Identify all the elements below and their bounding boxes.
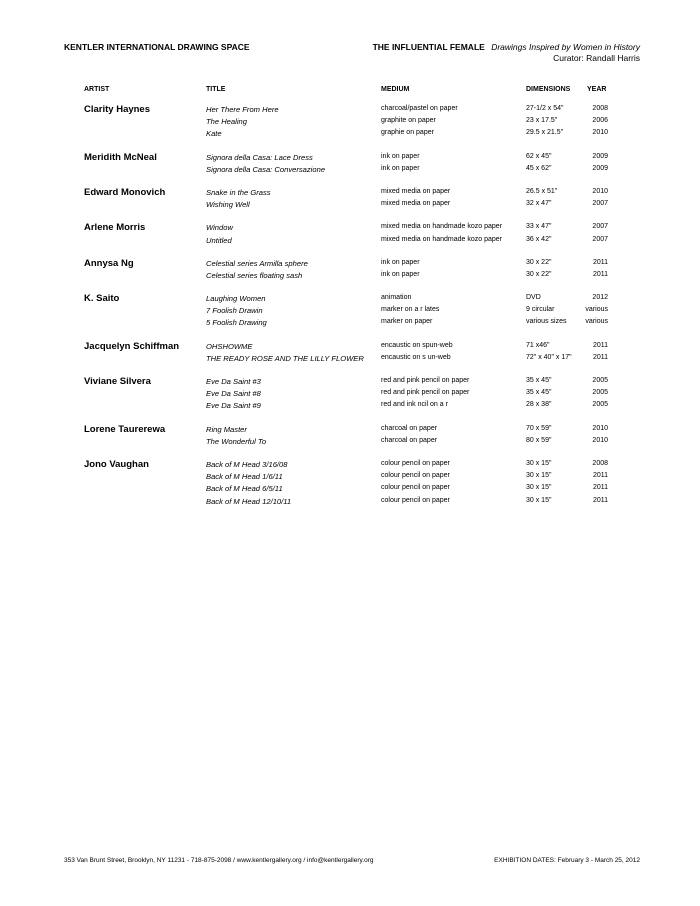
artwork-medium: colour pencil on paper xyxy=(381,459,450,467)
artwork-row xyxy=(0,483,700,495)
artist-name: Edward Monovich xyxy=(84,186,166,198)
curator: Curator: Randall Harris xyxy=(553,53,640,63)
artwork-title: Back of M Head 6/5/11 xyxy=(206,484,283,494)
artwork-dimensions: 62 x 45" xyxy=(526,152,552,160)
artwork-title: Untitled xyxy=(206,235,232,245)
artwork-medium: colour pencil on paper xyxy=(381,484,450,492)
artwork-dimensions: 45 x 62" xyxy=(526,164,552,172)
artwork-dimensions: 36 x 42" xyxy=(526,235,552,243)
artwork-row xyxy=(0,496,700,508)
artwork-row xyxy=(0,317,700,329)
artwork-year: 2007 xyxy=(592,235,608,243)
artwork-dimensions: 35 x 45" xyxy=(526,389,552,397)
artwork-year: 2011 xyxy=(592,496,608,504)
artwork-title: Kate xyxy=(206,129,222,139)
artwork-medium: marker on paper xyxy=(381,318,433,326)
artwork-row xyxy=(0,376,700,388)
artwork-medium: mixed media on handmade kozo paper xyxy=(381,223,503,231)
artwork-row xyxy=(0,305,700,317)
artwork-medium: ink on paper xyxy=(381,152,420,160)
artwork-year: 2005 xyxy=(592,389,608,397)
artwork-dimensions: DVD xyxy=(526,294,541,302)
artwork-row xyxy=(0,436,700,448)
artwork-medium: mixed media on handmade kozo paper xyxy=(381,235,503,243)
gallery-address: 353 Van Brunt Street, Brooklyn, NY 11231 - 718-875-2098 / www.kentlergallery.org / info@kentlergallery.org xyxy=(64,857,374,864)
exhibition-header xyxy=(373,42,640,64)
artwork-row xyxy=(0,164,700,176)
artwork-medium: red and ink ncil on a r xyxy=(381,401,448,409)
artist-entry xyxy=(0,258,700,282)
artwork-dimensions: 29.5 x 21.5" xyxy=(526,129,564,137)
artwork-dimensions: 70 x 59" xyxy=(526,424,552,432)
artwork-row xyxy=(0,152,700,164)
column-header-year: YEAR xyxy=(587,86,607,93)
artwork-year: 2008 xyxy=(592,459,608,467)
artwork-dimensions: 80 x 59" xyxy=(526,436,552,444)
artwork-medium: charcoal/pastel on paper xyxy=(381,105,458,112)
artist-name: Jono Vaughan xyxy=(84,458,149,470)
artwork-year: 2011 xyxy=(592,258,608,266)
venue-name: KENTLER INTERNATIONAL DRAWING SPACE xyxy=(64,42,250,52)
artist-entry xyxy=(0,152,700,176)
artwork-dimensions: 30 x 15" xyxy=(526,496,552,504)
artwork-dimensions: 30 x 22" xyxy=(526,270,552,278)
exhibition-subtitle: Drawings Inspired by Women in History xyxy=(491,42,640,52)
artwork-year: 2010 xyxy=(592,187,608,195)
artwork-row xyxy=(0,270,700,282)
artist-entry xyxy=(0,376,700,413)
exhibition-dates: EXHIBITION DATES: February 3 - March 25, 2012 xyxy=(494,857,640,864)
artwork-dimensions: 33 x 47" xyxy=(526,223,552,231)
artwork-title: Back of M Head 1/6/11 xyxy=(206,472,283,482)
artwork-year: 2011 xyxy=(592,353,608,361)
artwork-dimensions: 30 x 15" xyxy=(526,484,552,492)
artwork-medium: red and pink pencil on paper xyxy=(381,389,470,397)
artwork-title: Window xyxy=(206,223,233,233)
artwork-title: Eve Da Saint #9 xyxy=(206,401,261,411)
artwork-medium: graphite on paper xyxy=(381,117,436,125)
artwork-title: Signora della Casa: Conversazione xyxy=(206,164,326,174)
artwork-dimensions: 28 x 38" xyxy=(526,401,552,409)
artwork-title: Eve Da Saint #8 xyxy=(206,389,261,399)
artwork-title: Celestial series Armilla sphere xyxy=(206,258,308,268)
artwork-dimensions: 27-1/2 x 54" xyxy=(526,105,564,112)
artist-name: Viviane Silvera xyxy=(84,376,151,387)
artwork-year: 2009 xyxy=(592,164,608,172)
artwork-row xyxy=(0,388,700,400)
column-header-title: TITLE xyxy=(206,86,226,93)
artwork-row xyxy=(0,199,700,211)
artwork-row xyxy=(0,258,700,270)
artwork-title: Eve Da Saint #3 xyxy=(206,377,261,386)
artwork-title: Laughing Women xyxy=(206,294,266,304)
artwork-row xyxy=(0,128,700,140)
artwork-year: 2007 xyxy=(592,200,608,208)
artwork-title: Celestial series floating sash xyxy=(206,270,303,280)
artwork-year: 2007 xyxy=(592,223,608,231)
artwork-dimensions: 72" x 40" x 17" xyxy=(526,353,572,361)
artwork-title: OHSHOWME xyxy=(206,341,253,351)
artwork-year: 2011 xyxy=(592,341,608,349)
artwork-medium: ink on paper xyxy=(381,270,420,278)
artwork-dimensions: 30 x 15" xyxy=(526,472,552,480)
artwork-medium: encaustic on s un-web xyxy=(381,353,451,361)
artwork-dimensions: 9 circular xyxy=(526,306,555,314)
artwork-year: 2008 xyxy=(592,105,608,112)
artwork-dimensions: 30 x 15" xyxy=(526,459,552,467)
artwork-dimensions: 26.5 x 51" xyxy=(526,187,558,195)
artwork-year: various xyxy=(585,318,608,326)
artist-name: K. Saito xyxy=(84,293,120,305)
artwork-year: 2009 xyxy=(592,152,608,160)
artist-name: Meridith McNeal xyxy=(84,151,157,163)
artwork-title: Back of M Head 12/10/11 xyxy=(206,496,292,506)
artist-name: Arlene Morris xyxy=(84,222,146,234)
artwork-dimensions: 30 x 22" xyxy=(526,258,552,266)
artwork-row xyxy=(0,293,700,305)
artwork-row xyxy=(0,116,700,128)
artwork-title: The Wonderful To xyxy=(206,436,267,446)
artwork-medium: red and pink pencil on paper xyxy=(381,377,470,384)
artwork-dimensions: 32 x 47" xyxy=(526,200,552,208)
artwork-year: 2010 xyxy=(592,129,608,137)
artwork-row xyxy=(0,222,700,234)
artwork-medium: charcoal on paper xyxy=(381,436,438,444)
artist-name: Clarity Haynes xyxy=(84,104,151,115)
exhibition-title: THE INFLUENTIAL FEMALE xyxy=(372,42,485,52)
artwork-medium: mixed media on paper xyxy=(381,187,451,195)
artwork-row xyxy=(0,187,700,199)
artwork-row xyxy=(0,459,700,471)
artwork-title: Signora della Casa: Lace Dress xyxy=(206,152,313,162)
artist-entry xyxy=(0,187,700,211)
artist-entry xyxy=(0,341,700,365)
artwork-year: 2011 xyxy=(592,270,608,278)
artwork-dimensions: various sizes xyxy=(526,318,567,326)
artwork-year: 2005 xyxy=(592,401,608,409)
artist-name: Annysa Ng xyxy=(84,257,134,269)
artwork-title: Wishing Well xyxy=(206,200,250,210)
artwork-title: 7 Foolish Drawin xyxy=(206,306,263,316)
artist-entry xyxy=(0,104,700,141)
artwork-medium: charcoal on paper xyxy=(381,424,438,432)
artwork-medium: mixed media on paper xyxy=(381,200,451,208)
artwork-year: 2006 xyxy=(592,117,608,125)
artwork-medium: colour pencil on paper xyxy=(381,472,450,480)
artwork-row xyxy=(0,235,700,247)
column-header-medium: MEDIUM xyxy=(381,86,410,93)
artwork-row xyxy=(0,471,700,483)
artwork-title: Back of M Head 3/16/08 xyxy=(206,459,288,469)
artwork-year: 2010 xyxy=(592,424,608,432)
artwork-title: Her There From Here xyxy=(206,105,279,114)
artwork-medium: ink on paper xyxy=(381,258,420,266)
artwork-title: Snake in the Grass xyxy=(206,187,271,197)
artwork-medium: marker on a r lates xyxy=(381,306,440,314)
artwork-year: 2010 xyxy=(592,436,608,444)
artwork-medium: ink on paper xyxy=(381,164,420,172)
artwork-title: The Healing xyxy=(206,117,247,127)
artwork-year: various xyxy=(585,306,608,314)
artist-name: Jacquelyn Schiffman xyxy=(84,340,180,352)
artist-entry xyxy=(0,424,700,448)
artwork-title: THE READY ROSE AND THE LILLY FLOWER xyxy=(206,353,364,363)
artwork-row xyxy=(0,353,700,365)
artwork-row xyxy=(0,424,700,436)
artwork-medium: animation xyxy=(381,294,412,302)
artwork-year: 2005 xyxy=(592,377,608,384)
artwork-year: 2011 xyxy=(592,484,608,492)
artwork-title: 5 Foolish Drawing xyxy=(206,318,267,328)
artwork-dimensions: 71 x46" xyxy=(526,341,550,349)
artwork-row xyxy=(0,104,700,116)
artwork-list xyxy=(0,104,700,519)
column-header-dimensions: DIMENSIONS xyxy=(526,86,571,93)
artist-entry xyxy=(0,459,700,508)
artist-entry xyxy=(0,293,700,330)
artist-entry xyxy=(0,222,700,246)
artwork-row xyxy=(0,341,700,353)
artwork-year: 2011 xyxy=(592,472,608,480)
artwork-medium: encaustic on spun-web xyxy=(381,341,453,349)
artwork-medium: colour pencil on paper xyxy=(381,496,450,504)
artwork-year: 2012 xyxy=(592,294,608,302)
artist-name: Lorene Taurerewa xyxy=(84,423,166,435)
column-header-artist: ARTIST xyxy=(84,86,110,93)
artwork-dimensions: 23 x 17.5" xyxy=(526,117,558,125)
artwork-row xyxy=(0,400,700,412)
artwork-medium: graphie on paper xyxy=(381,129,434,137)
artwork-title: Ring Master xyxy=(206,424,247,434)
artwork-dimensions: 35 x 45" xyxy=(526,377,552,384)
